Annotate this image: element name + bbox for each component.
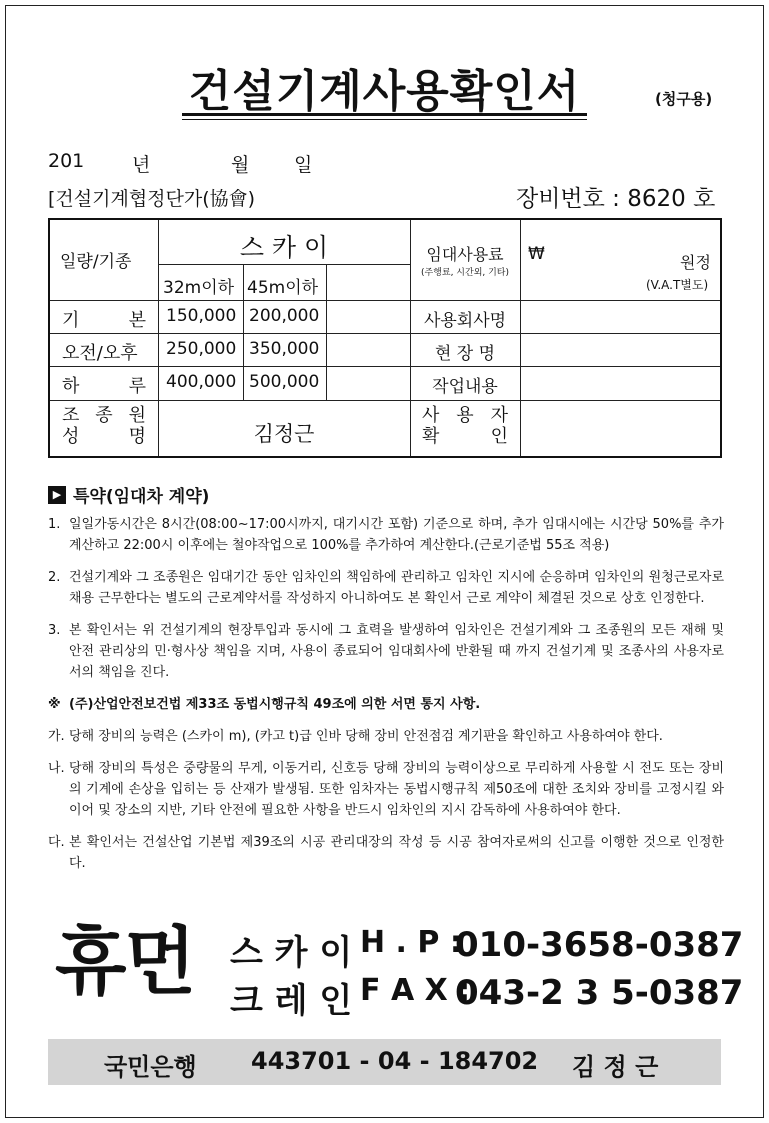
bank-account: 443701 - 04 - 184702 [251, 1047, 539, 1075]
account-holder: 김 정 근 [572, 1053, 659, 1081]
table-hline [50, 333, 720, 334]
document-subtitle: (청구용) [655, 90, 713, 108]
row-label-basic: 기 본 [62, 310, 146, 331]
won-unit: 원정 [680, 253, 711, 272]
table-hline [50, 400, 720, 401]
price-basic-32m: 150,000 [166, 306, 237, 326]
row-label-half-day: 오전/오후 [62, 343, 138, 364]
table-vline [326, 264, 327, 400]
size-45m: 45m이하 [247, 278, 319, 298]
bank-info-bar [48, 1039, 721, 1085]
fax-number: 043-2 3 5-0387 [455, 973, 744, 1013]
title-underline [182, 113, 587, 116]
vat-note: (V.A.T별도) [646, 278, 709, 292]
date-year: 201 [48, 150, 85, 172]
arrow-right-icon: ▶ [48, 486, 66, 504]
size-32m: 32m이하 [163, 278, 235, 298]
notice-item: 다. 본 확인서는 건설산업 기본법 제39조의 시공 관리대장의 작성 등 시공 참여자로써의 신고를 이행한 것으로 인정한다. [48, 835, 724, 871]
confirm-label-2: 확 인 [422, 426, 508, 447]
rate-table [48, 218, 722, 458]
price-half-32m: 250,000 [166, 339, 237, 359]
term-item: 3. 본 확인서는 위 건설기계의 현장투입과 동시에 그 효력을 발생하여 임차인은 건설기계와 그 조종원의 모든 재해 및 안전 관리상의 민·형사상 책임을 지며, 사용이 종료되어 임대회사에 반환될 때 까지 건설기계 및 조종사의 사용자로서의 책임을 진다. [48, 623, 724, 680]
term-item: 1. 일일가동시간은 8시간(08:00~17:00시까지, 대기시간 포함) 기준으로 하며, 추가 임대시에는 시간당 50%를 추가 계산하고 22:00시 이후에는 철야작업으로 100%를 추가하여 계산한다.(근로기준법 55조 적용) [48, 517, 724, 553]
operator-name: 김정근 [253, 422, 315, 446]
notice-item: 나. 당해 장비의 특성은 중량물의 무게, 이동거리, 신호등 당해 장비의 능력이상으로 무리하게 사용할 시 전도 또는 장비의 기계에 손상을 입히는 등 산재가 발생됨. 또한 임차자는 동법시행규칙 제50조에 대한 조치와 장비를 고정시킬 와이어 및 장소의 지반, 기타 안전에 필요한 사항을 반드시 임차인의 지시 감독하에 사용하여야 한다. [48, 761, 724, 818]
title-underline-thin [182, 119, 587, 120]
table-vline [520, 220, 521, 456]
confirm-label-1: 사 용 자 [422, 405, 508, 426]
table-vline [243, 264, 244, 400]
date-year-unit: 년 [132, 154, 151, 176]
date-month-unit: 월 [231, 154, 250, 176]
company-name-2: 크 레 인 [230, 981, 353, 1021]
date-day-unit: 일 [294, 154, 313, 176]
table-hline [50, 300, 720, 301]
document-title: 건설기계사용확인서 [188, 66, 581, 117]
special-terms-heading [48, 482, 209, 507]
price-half-45m: 350,000 [249, 339, 320, 359]
machine-name: 스 카 이 [239, 233, 329, 262]
field-company: 사용회사명 [423, 311, 507, 331]
col-label: 일량/기종 [60, 252, 132, 272]
hp-number: 010-3658-0387 [455, 925, 744, 965]
price-basic-45m: 200,000 [249, 306, 320, 326]
contact-line-fax [230, 973, 744, 1022]
rent-sublabel: (주행료, 시간외, 기타) [420, 268, 510, 278]
safety-law-note: ※ (주)산업안전보건법 제33조 동법시행규칙 49조에 의한 서면 통지 사항. [48, 697, 481, 712]
table-hline [158, 264, 410, 265]
row-label-full-day: 하 루 [62, 376, 146, 397]
terms-list [48, 514, 724, 874]
hp-label: H . P : [360, 925, 462, 960]
won-symbol: ₩ [528, 244, 545, 264]
operator-label-2: 성 명 [62, 426, 146, 447]
field-site: 현 장 명 [434, 344, 496, 364]
association-label: [건설기계협정단가(協會) [48, 188, 256, 210]
company-name-1: 스 카 이 [230, 933, 353, 973]
special-terms-title: 특약(임대차 계약) [73, 487, 210, 507]
rent-label: 임대사용료 [426, 245, 504, 264]
notice-item: 가. 당해 장비의 능력은 (스카이 m), (카고 t)급 인바 당해 장비 안전점검 계기판을 확인하고 사용하여야 한다. [48, 729, 663, 744]
fax-label: F A X : [360, 973, 471, 1008]
field-work: 작업내용 [432, 377, 498, 397]
date-line [48, 150, 328, 176]
operator-label-1: 조 종 원 [62, 405, 146, 426]
company-logo: 휴먼 [55, 919, 194, 1005]
table-hline [50, 366, 720, 367]
equipment-number: 장비번호 : 8620 호 [516, 186, 716, 212]
price-full-32m: 400,000 [166, 372, 237, 392]
contact-line-hp [230, 925, 744, 974]
term-item: 2. 건설기계와 그 조종원은 임대기간 동안 임차인의 책임하에 관리하고 임차인 지시에 순응하며 임차인의 원청근로자로 채용 근무한다는 별도의 근로계약서를 작성하지 아니하여도 본 확인서 근로 계약이 체결된 것으로 상호 인정한다. [48, 570, 724, 606]
price-full-45m: 500,000 [249, 372, 320, 392]
bank-name: 국민은행 [104, 1053, 197, 1081]
